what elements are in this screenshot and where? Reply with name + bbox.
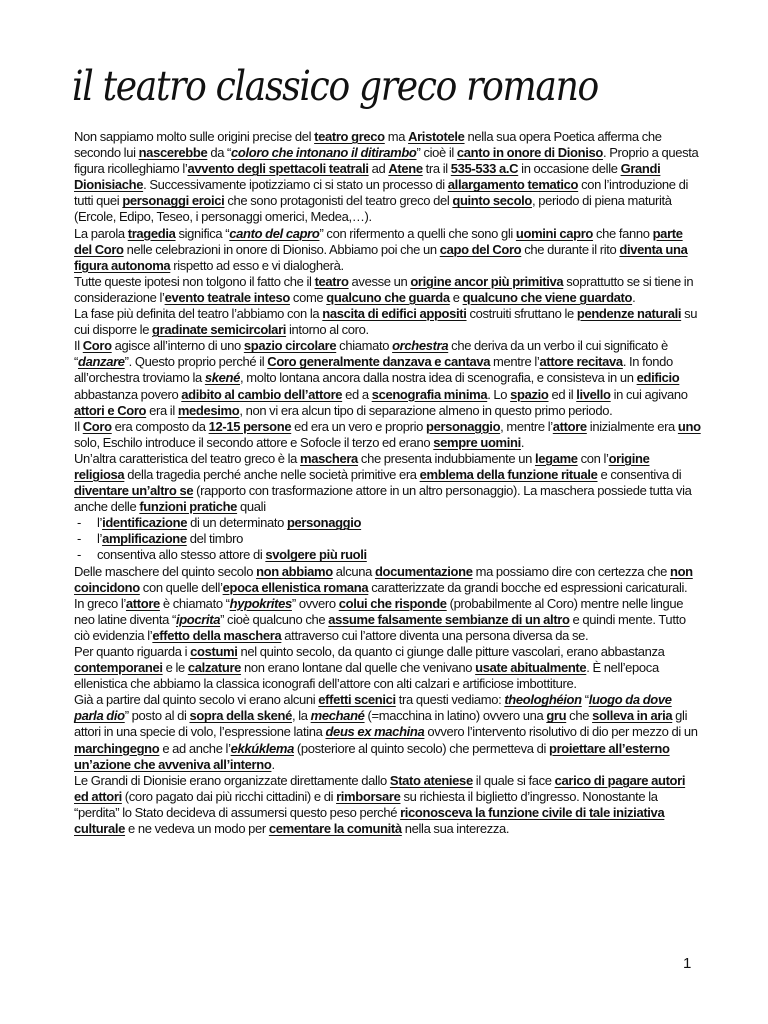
text-run: , la: [292, 708, 311, 724]
highlighted-term: personaggio: [286, 515, 362, 531]
text-run: Già a partire dal quinto secolo vi erano alcuni: [74, 692, 319, 708]
text-run: è chiamato “: [159, 595, 230, 611]
highlighted-term: qualcuno che viene guardato: [462, 289, 633, 305]
text-run: ”. Questo proprio perché il: [124, 354, 268, 370]
text-run: e quindi mente. Tutto ciò evidenzia l’: [74, 611, 686, 643]
text-run: Un’altra caratteristica del teatro greco è la: [74, 450, 301, 466]
text-run: Tutte queste ipotesi non tolgono il fatto che il: [74, 273, 315, 289]
highlighted-term: spazio circolare: [243, 338, 337, 354]
highlighted-term: attori e Coro: [74, 402, 147, 418]
highlighted-term: avvento degli spettacoli teatrali: [187, 161, 369, 177]
page-title: il teatro classico greco romano: [72, 62, 598, 110]
text-run: La parola: [74, 225, 128, 241]
text-run: .: [271, 756, 275, 772]
highlighted-term: gru: [546, 708, 567, 724]
text-run: ” posto al di: [124, 708, 190, 724]
bullet-item: [74, 515, 701, 531]
text-run: Per quanto riguarda i: [74, 644, 191, 659]
text-run: del timbro: [186, 531, 244, 547]
text-run: di un determinato: [187, 515, 287, 531]
text-run: e ad anche l’: [159, 740, 231, 756]
highlighted-term: riconosceva la funzione civile di tale iniziativa culturale: [74, 804, 665, 837]
highlighted-term: uomini capro: [515, 225, 594, 241]
paragraph: [74, 451, 701, 515]
text-run: Delle maschere del quinto secolo: [74, 563, 257, 579]
text-run: tra questi vediamo:: [395, 692, 505, 708]
highlighted-term: epoca ellenistica romana: [222, 579, 369, 595]
highlighted-term: Coro: [82, 418, 112, 434]
highlighted-term: costumi: [190, 644, 238, 659]
highlighted-quote: orchestra: [392, 338, 449, 354]
highlighted-quote: skené: [204, 370, 241, 386]
text-run: era composto da: [111, 418, 209, 434]
highlighted-term: capo del Coro: [439, 241, 522, 257]
highlighted-term: sopra della skené: [189, 708, 293, 724]
text-run: che durante il rito: [521, 241, 620, 257]
text-run: inizialmente era: [586, 418, 678, 434]
highlighted-term: attore: [552, 418, 587, 434]
paragraphs-group: [74, 564, 701, 838]
text-run: La fase più definita del teatro l’abbiamo con la: [74, 306, 323, 322]
text-run: (posteriore al quinto secolo) che permetteva di: [293, 740, 549, 756]
text-run: che fanno: [593, 225, 653, 241]
text-run: .: [520, 434, 525, 450]
paragraph: [74, 274, 701, 306]
highlighted-term: canto in onore di Dioniso: [456, 145, 603, 161]
text-run: come: [289, 289, 327, 305]
highlighted-term: cementare la comunità: [268, 821, 402, 837]
text-run: della tragedia perché anche nelle società primitive era: [124, 466, 420, 482]
text-run: . Successivamente ipotizziamo ci si stato un processo di: [143, 177, 448, 193]
text-run: in cui agivano: [610, 386, 688, 402]
text-run: , molto lontana ancora dalla nostra idea di scenografia, e consisteva in un: [240, 370, 637, 386]
highlighted-term: colui che risponde: [338, 595, 447, 611]
highlighted-term: carico di pagare autori ed attori: [74, 772, 686, 804]
text-run: consentiva allo stesso attore di: [97, 547, 266, 563]
text-run: con l’: [577, 450, 609, 466]
highlighted-term: non abbiamo: [256, 563, 333, 579]
page-number: 1: [683, 955, 692, 972]
highlighted-term: personaggio: [426, 418, 501, 434]
highlighted-term: teatro: [314, 273, 349, 289]
highlighted-term: Coro: [82, 338, 112, 354]
text-run: quali: [237, 499, 266, 515]
highlighted-term: attore: [125, 595, 160, 611]
paragraph: [74, 226, 701, 274]
highlighted-term: evento teatrale inteso: [164, 289, 290, 305]
highlighted-term: pendenze naturali: [576, 306, 682, 322]
text-run: da “: [207, 145, 232, 161]
highlighted-term: solleva in aria: [592, 708, 673, 724]
highlighted-term: spazio: [510, 386, 549, 402]
bullet-item: [74, 547, 701, 563]
document-body: [74, 129, 701, 837]
text-run: e le: [162, 660, 188, 676]
highlighted-term: Atene: [388, 161, 423, 177]
bullet-item: [74, 531, 701, 547]
text-run: , non vi era alcun tipo di separazione almeno in questo primo periodo.: [239, 402, 613, 418]
text-run: il quale si face: [472, 772, 555, 788]
text-run: con quelle dell’: [139, 579, 223, 595]
highlighted-term: qualcuno che guarda: [326, 289, 450, 305]
text-run: (probabilmente al Coro) mentre nelle lingue neo latine diventa “: [74, 595, 684, 627]
text-run: nelle celebrazioni in onore di Dioniso. Abbiamo poi che un: [123, 241, 440, 257]
text-run: .: [632, 289, 636, 305]
highlighted-term: assume falsamente sembianze di un altro: [328, 611, 570, 627]
text-run: con l’introduzione di tutti quei: [74, 177, 689, 209]
highlighted-term: attore recitava: [539, 354, 623, 370]
text-run: significa “: [175, 225, 230, 241]
text-run: (coro pagato dai più ricchi cittadini) e di: [121, 788, 337, 804]
text-run: e consentiva di: [597, 466, 682, 482]
highlighted-quote: ekkúklema: [230, 740, 294, 756]
highlighted-term: 12-15 persone: [208, 418, 292, 434]
highlighted-term: nascerebbe: [138, 145, 208, 161]
text-run: In greco l’: [74, 595, 126, 611]
highlighted-term: rimborsare: [336, 788, 401, 804]
paragraph: [74, 596, 701, 644]
text-run: ed a: [342, 386, 372, 402]
text-run: intorno al coro.: [286, 322, 369, 338]
highlighted-term: livello: [576, 386, 611, 402]
text-run: nella sua interezza.: [401, 821, 510, 837]
text-run: (rapporto con trasformazione attore in un altro personaggio). La maschera possiede tutta via anche delle: [74, 483, 692, 515]
highlighted-term: legame: [534, 450, 578, 466]
paragraph: [74, 644, 701, 692]
highlighted-term: tragedia: [127, 225, 176, 241]
text-run: “: [581, 692, 589, 708]
text-run: attraverso cui l’attore diventa una persona diversa da se.: [281, 627, 589, 643]
highlighted-term: parte del Coro: [74, 225, 683, 257]
highlighted-quote: danzare: [77, 354, 125, 370]
highlighted-term: diventare un’altro se: [74, 483, 194, 499]
text-run: costruiti sfruttano le: [466, 306, 577, 322]
highlighted-term: svolgere più ruoli: [265, 547, 367, 563]
highlighted-quote: deus ex machina: [325, 724, 425, 740]
highlighted-quote: coloro che intonano il ditirambo: [231, 145, 417, 161]
highlighted-quote: hypokrites: [229, 595, 292, 611]
text-run: non erano lontane dal quelle che venivano: [241, 660, 476, 676]
highlighted-term: calzature: [187, 660, 242, 676]
text-run: ” cioè il: [416, 145, 457, 161]
highlighted-term: identificazione: [102, 515, 188, 531]
text-run: ” ovvero: [291, 595, 339, 611]
paragraph: [74, 692, 701, 772]
paragraph: [74, 129, 701, 226]
text-run: ed era un vero e proprio: [291, 418, 426, 434]
text-run: caratterizzate da grandi bocche ed espressioni caricaturali.: [368, 579, 688, 595]
text-run: alcuna: [332, 563, 375, 579]
text-run: su richiesta il biglietto d’ingresso. Nonostante la “perdita” lo Stato decideva di assumersi questo peso perché: [74, 788, 658, 820]
paragraph: [74, 306, 701, 338]
text-run: . Proprio a questa figura ricolleghiamo l’: [74, 145, 699, 177]
highlighted-term: contemporanei: [74, 660, 163, 676]
highlighted-term: emblema della funzione rituale: [419, 466, 598, 482]
text-run: rispetto ad esso e vi dialogherà.: [170, 257, 344, 273]
text-run: ma possiamo dire con certezza che: [472, 563, 670, 579]
text-run: nella sua opera Poetica afferma che secondo lui: [74, 129, 662, 161]
text-run: che deriva da un verbo il cui significato è “: [74, 338, 668, 370]
highlighted-term: origine religiosa: [74, 450, 650, 482]
highlighted-term: medesimo: [177, 402, 240, 418]
text-run: avesse un: [348, 273, 411, 289]
highlighted-quote: canto del capro: [229, 225, 320, 241]
text-run: solo, Eschilo introduce il secondo attore e Sofocle il terzo ed erano: [74, 434, 434, 450]
highlighted-quote: theologhéion: [504, 692, 582, 708]
text-run: era il: [146, 402, 178, 418]
highlighted-term: non coincidono: [74, 563, 693, 595]
highlighted-term: Aristotele: [408, 129, 465, 144]
text-run: . In fondo all’orchestra troviamo la: [74, 354, 673, 386]
text-run: su cui disporre le: [74, 306, 698, 338]
text-run: ed il: [548, 386, 577, 402]
highlighted-term: 535-533 a.C: [450, 161, 519, 177]
paragraph: [74, 564, 701, 596]
paragraph: [74, 419, 701, 451]
highlighted-term: funzioni pratiche: [139, 499, 238, 515]
text-run: nel quinto secolo, da quanto ci giunge dalle pitture vascolari, erano abbastanza: [237, 644, 665, 659]
text-run: , periodo di piena maturità (Ercole, Edipo, Teseo, i personaggi omerici, Medea,…).: [74, 193, 672, 225]
text-run: agisce all’interno di uno: [111, 338, 244, 354]
highlighted-term: sempre uomini: [433, 434, 521, 450]
highlighted-term: Coro generalmente danzava e cantava: [267, 354, 491, 370]
paragraph: [74, 773, 701, 837]
text-run: che presenta indubbiamente un: [357, 450, 535, 466]
text-run: che sono protagonisti del teatro greco del: [224, 193, 453, 209]
text-run: . È nell’epoca ellenistica che abbiamo la classica iconografi dell’attore con alti calzari e artificiose imbottiture.: [74, 660, 659, 692]
text-run: soprattutto se si tiene in considerazione l’: [74, 273, 694, 305]
text-run: Le Grandi di Dionisie erano organizzate direttamente dallo: [74, 772, 390, 788]
highlighted-quote: luogo da dove parla dio: [74, 692, 672, 724]
text-run: ” con rifermento a quelli che sono gli: [319, 225, 516, 241]
text-run: Non sappiamo molto sulle origini precise del: [74, 129, 315, 144]
bullet-list: [74, 515, 701, 563]
text-run: ad: [368, 161, 389, 177]
text-run: abbastanza povero: [74, 386, 182, 402]
highlighted-term: personaggi eroici: [122, 193, 225, 209]
text-run: Il: [74, 418, 83, 434]
highlighted-term: quinto secolo: [452, 193, 533, 209]
highlighted-term: Stato ateniese: [389, 772, 473, 788]
text-run: e ne vedeva un modo per: [125, 821, 269, 837]
highlighted-term: effetti scenici: [318, 692, 396, 708]
paragraphs-group: [74, 129, 701, 515]
text-run: l’: [97, 531, 103, 547]
highlighted-term: proiettare all’esterno un’azione che avveniva all’interno: [74, 740, 670, 772]
highlighted-term: Grandi Dionisiache: [74, 161, 661, 193]
text-run: gli attori in una specie di volo, l’espressione latina: [74, 708, 688, 740]
text-run: . Lo: [487, 386, 511, 402]
text-run: e: [449, 289, 463, 305]
text-run: chiamato: [336, 338, 393, 354]
highlighted-term: marchingegno: [74, 740, 160, 756]
highlighted-term: usate abitualmente: [475, 660, 587, 676]
text-run: mentre l’: [490, 354, 540, 370]
highlighted-quote: mechané: [310, 708, 365, 724]
highlighted-term: gradinate semicircolari: [152, 322, 287, 338]
highlighted-term: diventa una figura autonoma: [74, 241, 688, 273]
highlighted-term: effetto della maschera: [152, 627, 282, 643]
highlighted-term: teatro greco: [314, 129, 385, 144]
highlighted-term: amplificazione: [102, 531, 187, 547]
highlighted-term: edificio: [636, 370, 680, 386]
highlighted-term: maschera: [300, 450, 358, 466]
text-run: l’: [97, 515, 103, 531]
highlighted-quote: ipocrita: [175, 611, 221, 627]
text-run: ma: [384, 129, 409, 144]
text-run: , mentre l’: [500, 418, 553, 434]
highlighted-term: origine ancor più primitiva: [410, 273, 564, 289]
highlighted-term: scenografia minima: [371, 386, 488, 402]
text-run: ovvero l’intervento risolutivo di dio per mezzo di un: [424, 724, 698, 740]
highlighted-term: uno: [677, 418, 701, 434]
highlighted-term: documentazione: [374, 563, 473, 579]
text-run: che: [566, 708, 593, 724]
paragraph: [74, 338, 701, 418]
text-run: Il: [74, 338, 83, 354]
highlighted-term: allargamento tematico: [447, 177, 579, 193]
highlighted-term: nascita di edifici appositi: [322, 306, 467, 322]
highlighted-term: adibito al cambio dell’attore: [181, 386, 343, 402]
text-run: tra il: [422, 161, 451, 177]
text-run: ” cioè qualcuno che: [220, 611, 329, 627]
text-run: in occasione delle: [518, 161, 621, 177]
text-run: (=macchina in latino) ovvero una: [364, 708, 547, 724]
